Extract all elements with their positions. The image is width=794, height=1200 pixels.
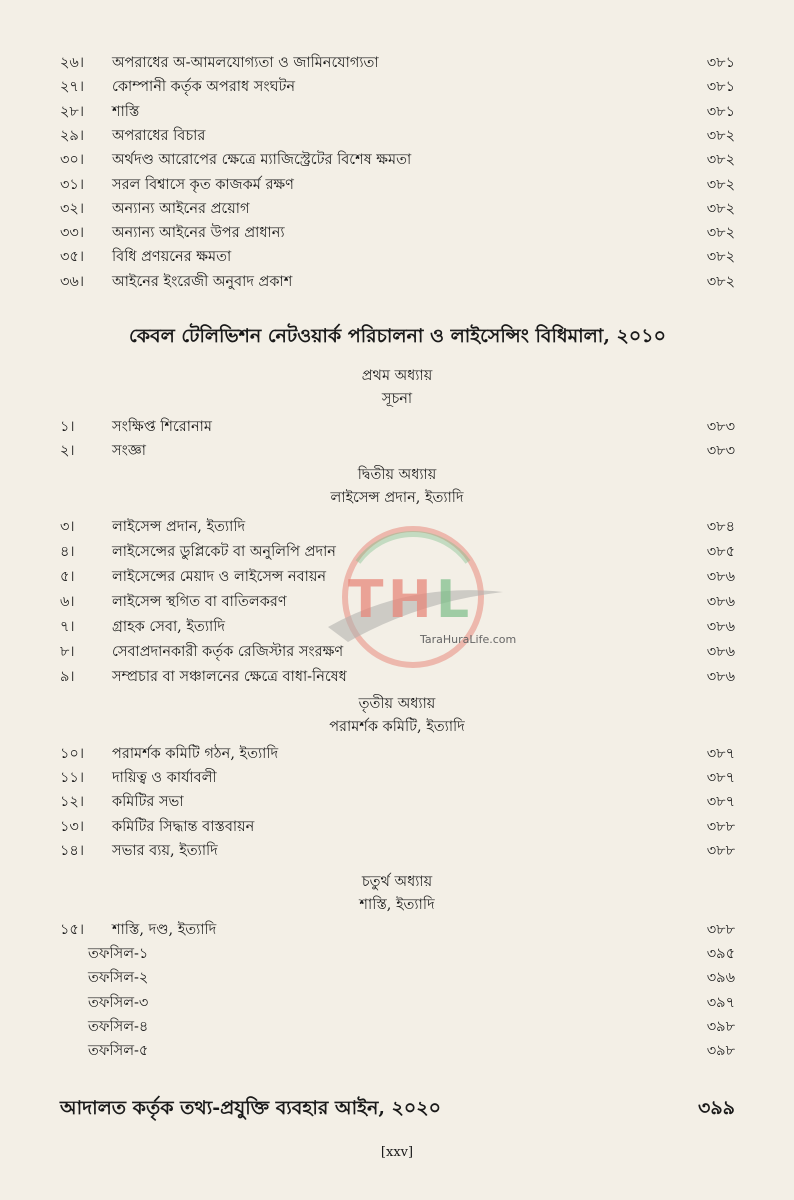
- toc-row: [60, 198, 735, 221]
- section-title: বিধি প্রণয়নের ক্ষমতা: [112, 249, 232, 266]
- section-number: ২।: [60, 443, 75, 459]
- section-title: অন্যান্য আইনের প্রয়োগ: [112, 200, 250, 217]
- toc-row: [60, 149, 735, 172]
- section-number: ৩১।: [60, 176, 85, 193]
- page-number-footer: [xxv]: [380, 1145, 414, 1160]
- page-number: ৩৯৫: [706, 946, 735, 962]
- page-number: ৩৮৩: [706, 443, 735, 459]
- section-title: কোম্পানী কর্তৃক অপরাধ সংঘটন: [112, 79, 296, 96]
- chapter-2-heading: দ্বিতীয় অধ্যায়: [357, 467, 437, 483]
- next-act-title: আদালত কর্তৃক তথ্য-প্রযুক্তি ব্যবহার আইন, ২০২০: [60, 1097, 441, 1119]
- page-number: ৩৮২: [706, 225, 735, 242]
- page-number: ৩৮৮: [706, 922, 735, 938]
- page-number: ৩৮২: [706, 176, 735, 193]
- section-title: শাস্তি: [112, 103, 140, 120]
- page-number: ৩৮২: [706, 127, 735, 144]
- section-number: ১৪।: [60, 842, 85, 859]
- section-title: আইনের ইংরেজী অনুবাদ প্রকাশ: [112, 273, 293, 290]
- section-number: ১০।: [60, 746, 85, 762]
- page-number: ৩৮৭: [706, 770, 735, 787]
- section-title: লাইসেন্সের ডুপ্লিকেট বা অনুলিপি প্রদান: [112, 544, 336, 560]
- section-number: ৩৫।: [60, 249, 85, 266]
- page-number: ৩৮৭: [706, 746, 735, 762]
- schedule-row: [60, 1040, 735, 1063]
- schedule-row: [60, 1016, 735, 1039]
- page-number: ৩৮৫: [706, 544, 735, 560]
- toc-row: [60, 222, 735, 245]
- section-number: ১৫।: [60, 922, 85, 938]
- section-number: ২৭।: [60, 79, 85, 96]
- page-number: ৩৮৮: [706, 818, 735, 835]
- page-number: ৩৮৬: [706, 619, 735, 635]
- toc-row: [60, 125, 735, 148]
- svg-text:T: T: [348, 570, 384, 630]
- section-number: ১১।: [60, 770, 85, 787]
- section-title: সংজ্ঞা: [112, 443, 146, 459]
- section-title: সম্প্রচার বা সঞ্চালনের ক্ষেত্রে বাধা-নিষেধ: [112, 669, 347, 685]
- schedule-row: [60, 943, 735, 966]
- toc-row: [60, 767, 735, 790]
- chapter-3-subtitle: পরামর্শক কমিটি, ইত্যাদি: [329, 719, 465, 735]
- chapter-4-heading: চতুর্থ অধ্যায়: [361, 874, 433, 890]
- section-title: কমিটির সিদ্ধান্ত বাস্তবায়ন: [112, 818, 255, 835]
- section-number: ১।: [60, 419, 75, 435]
- toc-row: [60, 76, 735, 99]
- section-number: ৫।: [60, 569, 75, 585]
- section-title: সরল বিশ্বাসে কৃত কাজকর্ম রক্ষণ: [112, 176, 294, 193]
- section-number: ৮।: [60, 644, 75, 660]
- toc-row: [60, 791, 735, 814]
- section-title: লাইসেন্সের মেয়াদ ও লাইসেন্স নবায়ন: [112, 569, 327, 585]
- svg-text:H: H: [388, 570, 432, 630]
- section-title: লাইসেন্স স্থগিত বা বাতিলকরণ: [112, 594, 287, 610]
- schedule-row: [60, 967, 735, 990]
- section-title: সংক্ষিপ্ত শিরোনাম: [112, 419, 212, 435]
- chapter-1-heading: প্রথম অধ্যায়: [361, 368, 433, 384]
- section-number: ৭।: [60, 619, 75, 635]
- toc-row: [60, 816, 735, 839]
- next-act-page: ৩৯৯: [697, 1097, 735, 1119]
- page-number: ৩৯৮: [706, 1043, 735, 1060]
- page-number: ৩৮২: [706, 249, 735, 266]
- watermark-logo-icon: [318, 522, 508, 682]
- section-title: অপরাধের অ-আমলযোগ্যতা ও জামিনযোগ্যতা: [112, 55, 379, 71]
- page-number: ৩৯৬: [706, 970, 735, 987]
- toc-row: [60, 416, 735, 439]
- section-number: ৩৬।: [60, 273, 85, 290]
- section-number: ৩।: [60, 519, 75, 535]
- section-title: গ্রাহক সেবা, ইত্যাদি: [112, 619, 225, 635]
- toc-row: [60, 101, 735, 124]
- page-number: ৩৮১: [706, 103, 735, 120]
- page-number: ৩৮১: [706, 55, 735, 71]
- toc-row: [60, 246, 735, 269]
- chapter-4-subtitle: শাস্তি, ইত্যাদি: [359, 897, 435, 913]
- section-title: কমিটির সভা: [112, 794, 184, 811]
- schedule-row: [60, 992, 735, 1015]
- section-number: ২৯।: [60, 127, 85, 144]
- section-number: ৬।: [60, 594, 75, 610]
- section-title: শাস্তি, দণ্ড, ইত্যাদি: [112, 922, 217, 938]
- section-number: ৩৩।: [60, 225, 85, 242]
- page-number: ৩৮২: [706, 273, 735, 290]
- section-number: ২৬।: [60, 55, 85, 71]
- page-number: ৩৮৬: [706, 594, 735, 610]
- page-number: ৩৯৭: [706, 994, 735, 1011]
- next-act-row: [60, 1092, 735, 1124]
- watermark-text: TaraHuraLife.com: [420, 633, 517, 646]
- page-number: ৩৯৮: [706, 1018, 735, 1035]
- section-title: লাইসেন্স প্রদান, ইত্যাদি: [112, 519, 246, 535]
- page-number: ৩৮৬: [706, 669, 735, 685]
- toc-row: [60, 52, 735, 75]
- page-number: ৩৮৩: [706, 419, 735, 435]
- schedule-title: তফসিল-৩: [88, 994, 149, 1011]
- section-title: অপরাধের বিচার: [112, 127, 206, 144]
- page-number: ৩৮২: [706, 152, 735, 169]
- toc-row: [60, 743, 735, 766]
- act-title: [60, 320, 735, 352]
- section-title: সভার ব্যয়, ইত্যাদি: [112, 842, 218, 859]
- page-number: ৩৮৮: [706, 842, 735, 859]
- section-title: অন্যান্য আইনের উপর প্রাধান্য: [112, 225, 285, 242]
- section-number: ১৩।: [60, 818, 85, 835]
- schedule-title: তফসিল-২: [88, 970, 149, 987]
- section-title: অর্থদণ্ড আরোপের ক্ষেত্রে ম্যাজিস্ট্রেটের বিশেষ ক্ষমতা: [112, 152, 412, 169]
- chapter-1-subtitle: সূচনা: [381, 391, 413, 407]
- section-number: ২৮।: [60, 103, 85, 120]
- toc-row: [60, 919, 735, 942]
- section-number: ১২।: [60, 794, 85, 811]
- section-number: ৯।: [60, 669, 75, 685]
- section-title: পরামর্শক কমিটি গঠন, ইত্যাদি: [112, 746, 279, 762]
- section-title: দায়িত্ব ও কার্যাবলী: [112, 770, 217, 787]
- section-title: সেবাপ্রদানকারী কর্তৃক রেজিস্টার সংরক্ষণ: [112, 644, 344, 660]
- page-number: ৩৮৬: [706, 569, 735, 585]
- page-number: ৩৮৪: [706, 519, 735, 535]
- svg-text:L: L: [436, 570, 470, 630]
- toc-row: [60, 174, 735, 197]
- section-number: ৪।: [60, 544, 75, 560]
- chapter-3-heading: তৃতীয় অধ্যায়: [358, 696, 436, 712]
- schedule-title: তফসিল-৪: [88, 1018, 149, 1035]
- act-title-text: কেবল টেলিভিশন নেটওয়ার্ক পরিচালনা ও লাইসেন্সিং বিধিমালা, ২০১০: [129, 325, 666, 347]
- toc-row: [60, 840, 735, 863]
- page-number: ৩৮১: [706, 79, 735, 96]
- page-number: ৩৮৭: [706, 794, 735, 811]
- page-number: ৩৮৬: [706, 644, 735, 660]
- page-number: ৩৮২: [706, 200, 735, 217]
- schedule-title: তফসিল-৫: [88, 1043, 149, 1060]
- section-number: ৩০।: [60, 152, 85, 169]
- chapter-2-subtitle: লাইসেন্স প্রদান, ইত্যাদি: [330, 490, 464, 506]
- toc-row: [60, 440, 735, 463]
- toc-row: [60, 271, 735, 294]
- section-number: ৩২।: [60, 200, 85, 217]
- schedule-title: তফসিল-১: [88, 946, 149, 962]
